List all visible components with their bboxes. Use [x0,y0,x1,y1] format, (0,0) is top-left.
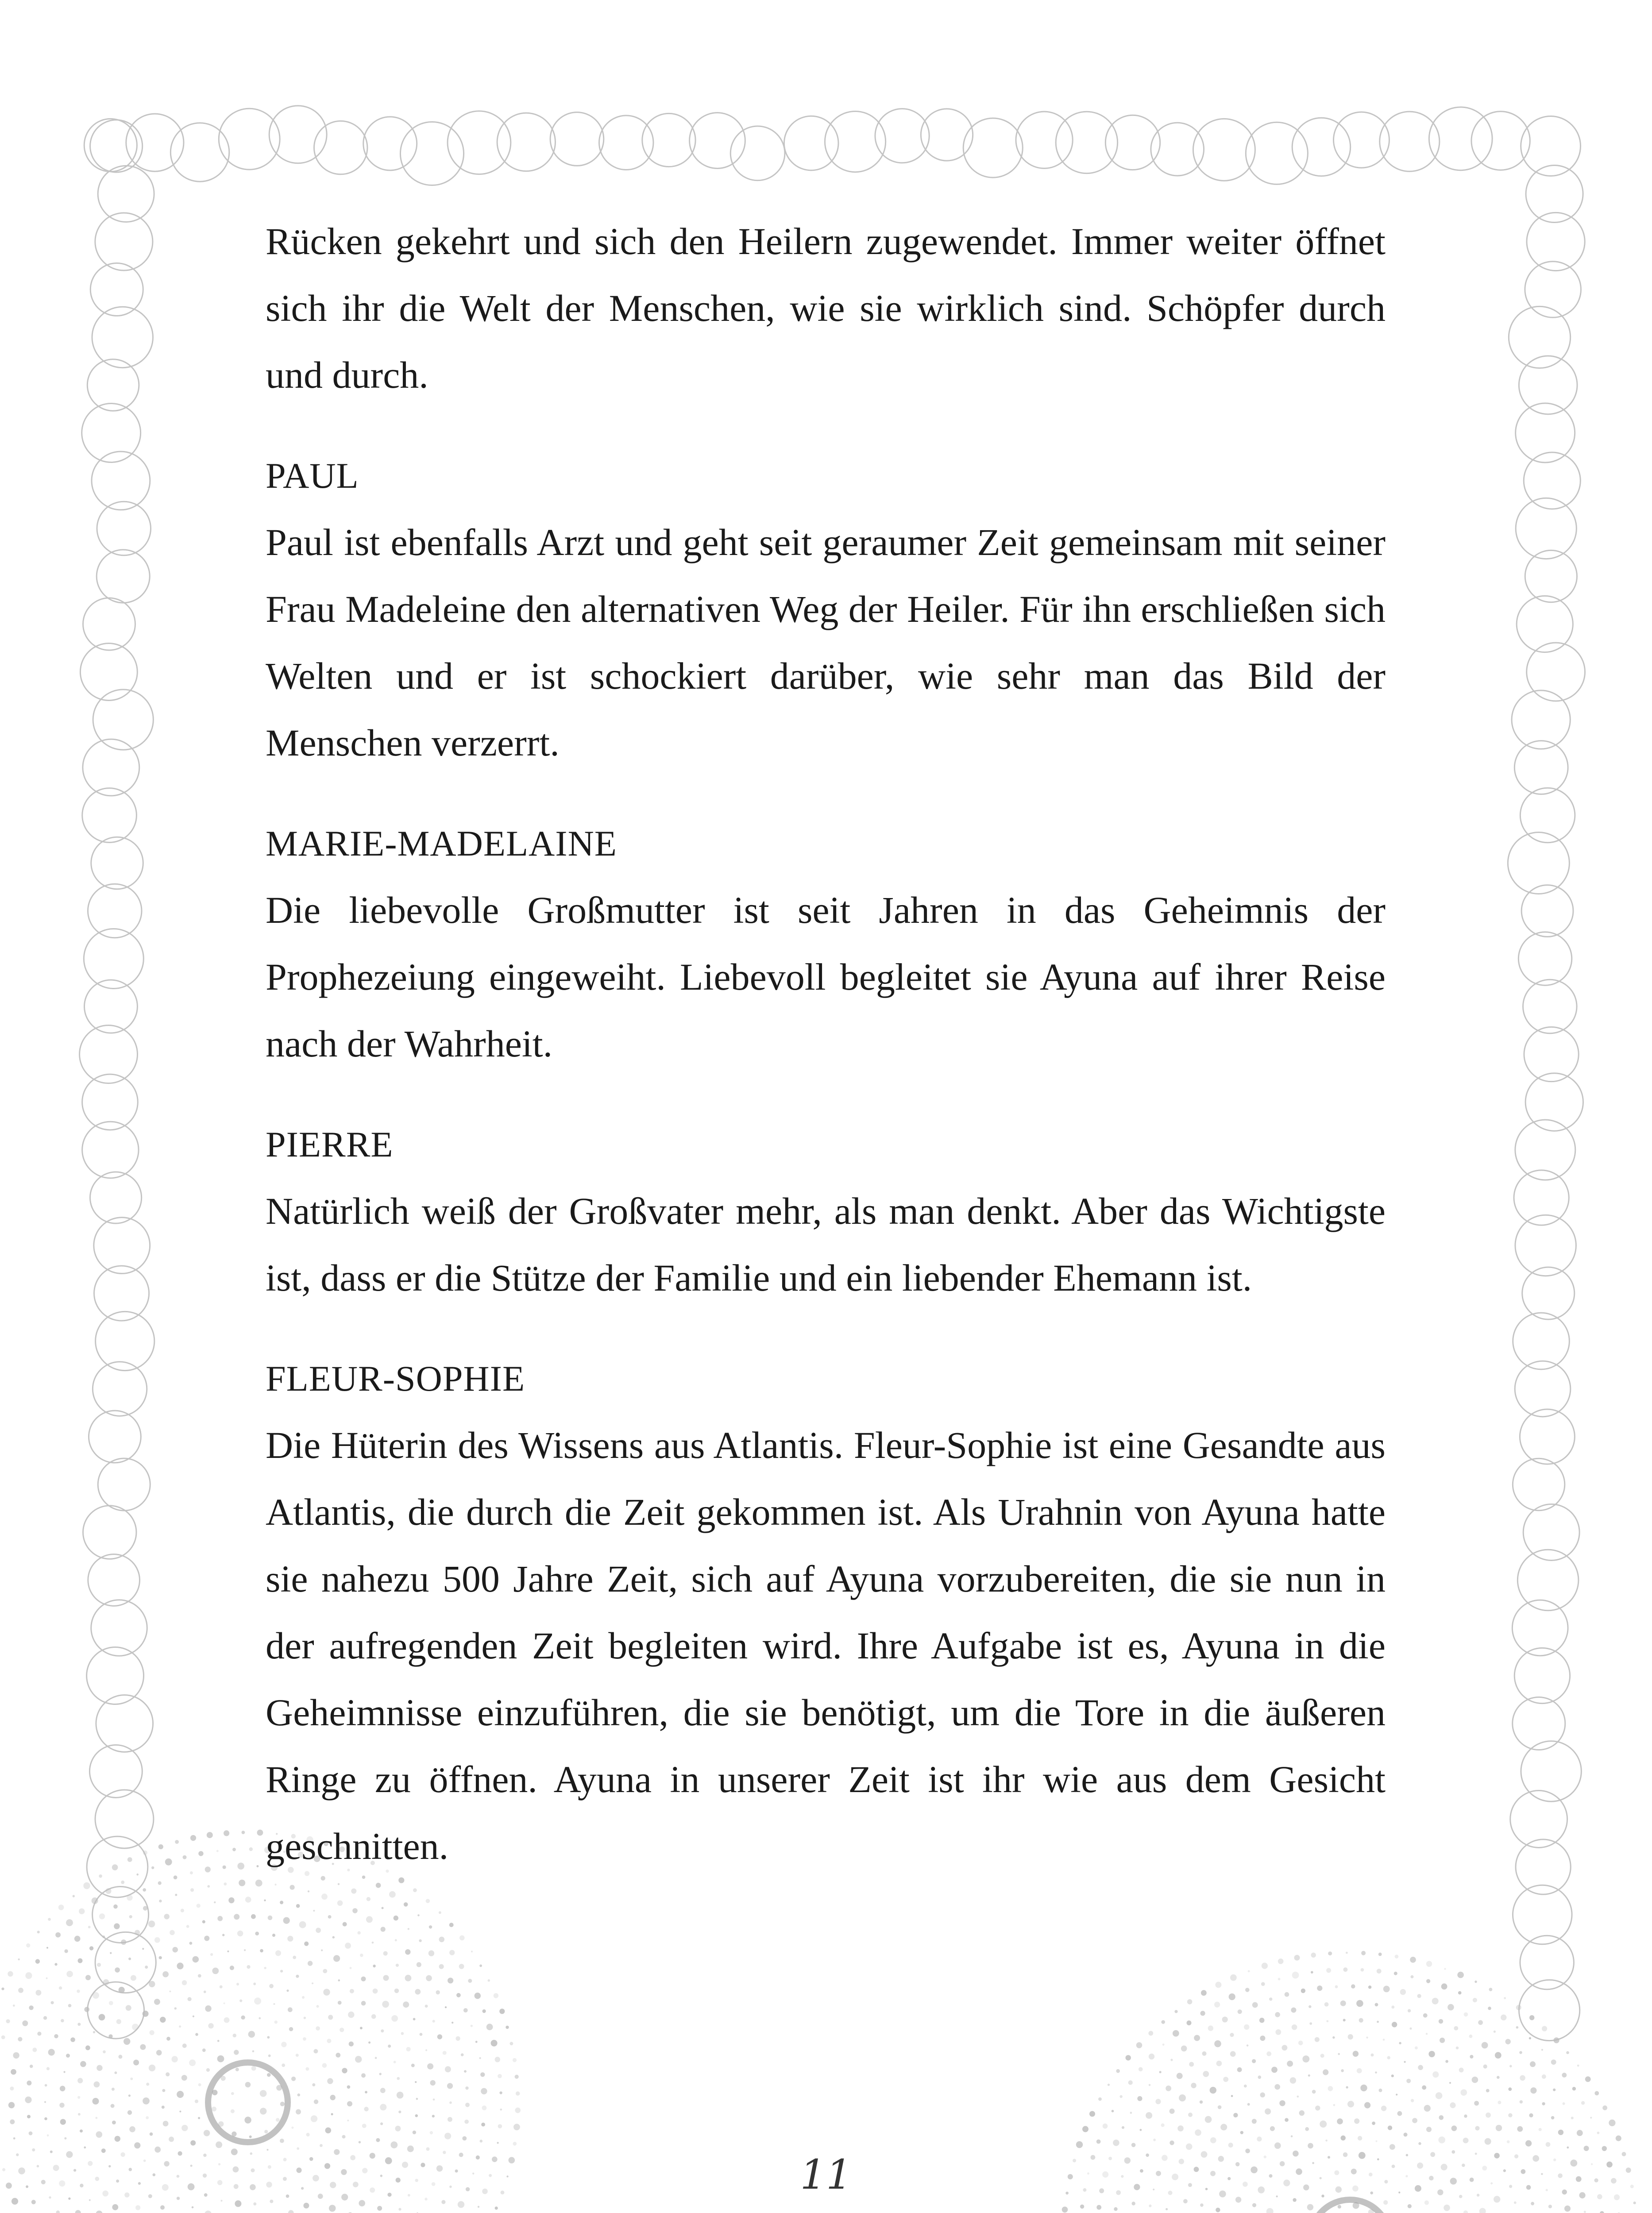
character-name: PIERRE [266,1124,394,1164]
intro-paragraph: Rücken gekehrt und sich den Heilern zugewendet. Immer weiter öffnet sich ihr die Welt der Menschen, wie sie wirklich sind. Schöpfer durch und durch. [266,220,1386,396]
character-pierre [266,1111,1386,1311]
character-description: Die Hüterin des Wissens aus Atlantis. Fleur-Sophie ist eine Gesandte aus Atlantis, die durch die Zeit gekommen ist. Als Urahnin von Ayuna hatte sie nahezu 500 Jahre Zeit, sich auf Ayuna vorzubereiten, die sie nun in der aufregenden Zeit begleiten wird. Ihre Aufgabe ist es, Ayuna in die Geheimnisse einzuführen, die sie benötigt, um die Tore in die äußeren Ringe zu öffnen. Ayuna in unserer Zeit ist ihr wie aus dem Gesicht geschnitten. [266,1424,1386,1867]
character-fleur-sophie [266,1345,1386,1880]
character-name: MARIE-MADELAINE [266,823,617,864]
character-description: Natürlich weiß der Großvater mehr, als man denkt. Aber das Wichtigste ist, dass er die Stütze der Familie und ein liebender Ehemann ist. [266,1190,1386,1299]
character-name: PAUL [266,455,359,496]
page-body [266,208,1386,1880]
page-number: 11 [800,2151,852,2198]
character-description: Paul ist ebenfalls Arzt und geht seit geraumer Zeit gemeinsam mit seiner Frau Madeleine den alternativen Weg der Heiler. Für ihn erschließen sich Welten und er ist schockiert darüber, wie sehr man das Bild der Menschen verzerrt. [266,521,1386,764]
character-marie-madelaine [266,810,1386,1077]
character-paul [266,442,1386,776]
character-description: Die liebevolle Großmutter ist seit Jahren in das Geheimnis der Prophezeiung eingeweiht. Liebevoll begleitet sie Ayuna auf ihrer Reise nach der Wahrheit. [266,889,1386,1065]
character-name: FLEUR-SOPHIE [266,1358,525,1399]
